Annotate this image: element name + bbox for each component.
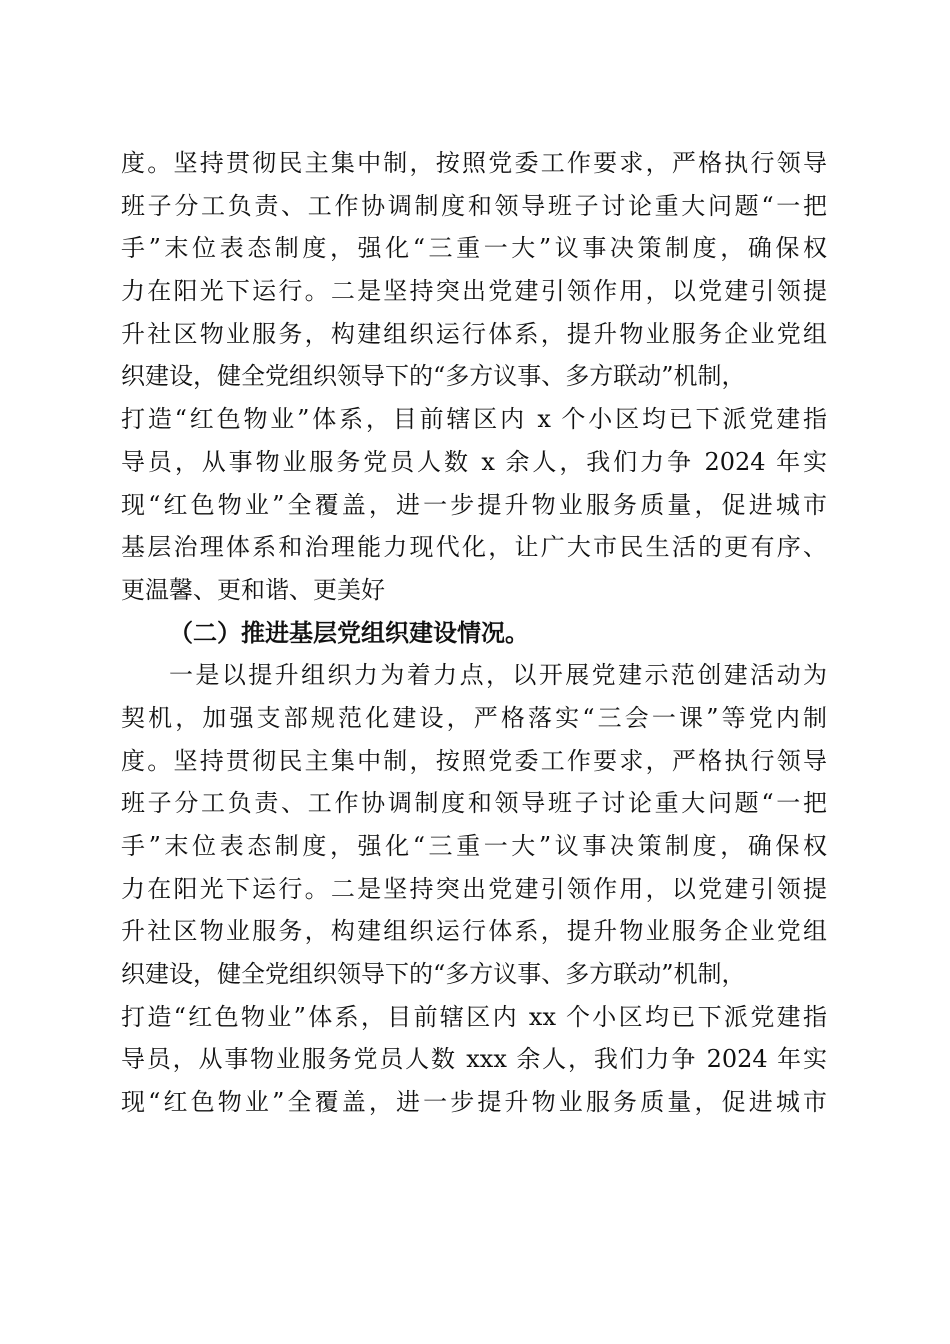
text-line: 更温馨、更和谐、更美好 xyxy=(121,575,385,604)
text-line: 力在阳光下运行。二是坚持突出党建引领作用，以党建引领提 xyxy=(121,874,827,903)
section-heading: （二）推进基层党组织建设情况。 xyxy=(169,617,529,647)
text-line: 班子分工负责、工作协调制度和领导班子讨论重大问题“一把 xyxy=(121,191,827,220)
text-line: 升社区物业服务，构建组织运行体系，提升物业服务企业党组 xyxy=(121,319,827,348)
text-line: 一是以提升组织力为着力点，以开展党建示范创建活动为 xyxy=(169,661,827,690)
text-line: 手”末位表态制度，强化“三重一大”议事决策制度，确保权 xyxy=(121,832,827,860)
text-line: 升社区物业服务，构建组织运行体系，提升物业服务企业党组 xyxy=(121,917,827,946)
text-line: 度。坚持贯彻民主集中制，按照党委工作要求，严格执行领导 xyxy=(121,746,827,775)
text-line: 度。坚持贯彻民主集中制，按照党委工作要求，严格执行领导 xyxy=(121,149,827,177)
text-line: 现“红色物业”全覆盖，进一步提升物业服务质量，促进城市 xyxy=(121,490,827,519)
text-line: 力在阳光下运行。二是坚持突出党建引领作用，以党建引领提 xyxy=(121,277,827,306)
text-line: 导员，从事物业服务党员人数 xxx 余人，我们力争 2024 年实 xyxy=(121,1045,827,1074)
text-line: 导员，从事物业服务党员人数 x 余人，我们力争 2024 年实 xyxy=(121,447,827,476)
text-line: 织建设，健全党组织领导下的“多方议事、多方联动”机制， xyxy=(121,362,746,391)
text-line: 班子分工负责、工作协调制度和领导班子讨论重大问题“一把 xyxy=(121,789,827,818)
text-line: 基层治理体系和治理能力现代化，让广大市民生活的更有序、 xyxy=(121,533,827,562)
text-line: 现“红色物业”全覆盖，进一步提升物业服务质量，促进城市 xyxy=(121,1088,827,1117)
text-line: 契机，加强支部规范化建设，严格落实“三会一课”等党内制 xyxy=(121,703,827,732)
text-line: 织建设，健全党组织领导下的“多方议事、多方联动”机制， xyxy=(121,960,746,989)
document-body xyxy=(121,142,827,1124)
text-line: 打造“红色物业”体系，目前辖区内 x 个小区均已下派党建指 xyxy=(121,405,827,434)
text-line: 打造“红色物业”体系，目前辖区内 xx 个小区均已下派党建指 xyxy=(121,1002,827,1031)
text-line: 手”末位表态制度，强化“三重一大”议事决策制度，确保权 xyxy=(121,234,827,263)
